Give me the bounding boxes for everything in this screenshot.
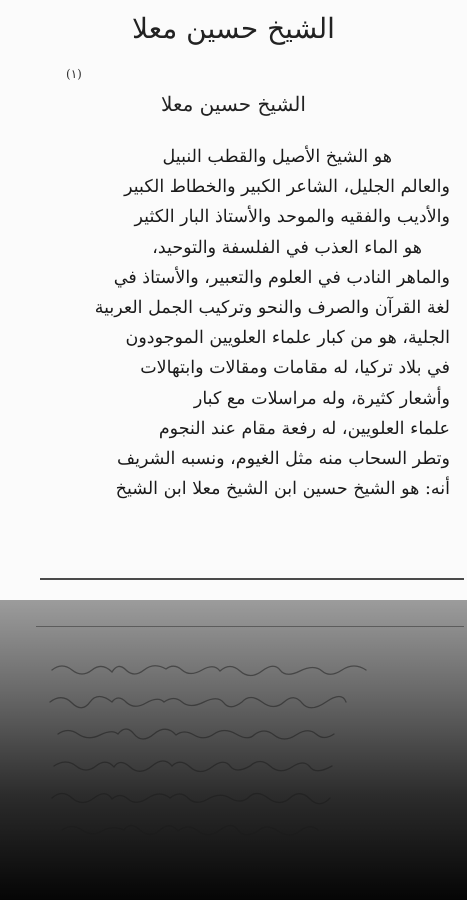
scribble-line [52,794,330,804]
text-line: هو الشيخ الأصيل والقطب النبيل [162,147,392,167]
page-title: الشيخ حسين معلا [132,12,335,45]
scribble-line [52,666,366,676]
scribble-line [62,826,318,836]
text-line: والماهر النادب في العلوم والتعبير، والأستاذ في [113,267,450,288]
scribble-line [54,761,332,772]
section-heading: الشيخ حسين معلا [161,92,306,116]
text-line: وتطر السحاب منه مثل الغيوم، ونسبه الشريف [116,448,450,469]
page-number: (١) [66,67,82,81]
manuscript-body [22,142,450,504]
scribble-line [50,697,346,708]
scribble-line [58,729,334,739]
text-line: والعالم الجليل، الشاعر الكبير والخطاط الكبير [124,177,450,198]
text-line: الجلية، هو من كبار علماء العلويين الموجودون [125,328,450,349]
bleed-through-handwriting [48,656,448,856]
text-line: والأديب والفقيه والموحد والأستاذ البار الكثير [134,207,450,228]
text-line: في بلاد تركيا، له مقامات ومقالات وابتهالات [140,358,450,379]
page-divider-rule [40,578,464,580]
text-line: هو الماء العذب في الفلسفة والتوحيد، [152,237,422,258]
text-line: أنه: هو الشيخ حسين ابن الشيخ معلا ابن الشيخ [115,479,450,500]
text-line: علماء العلويين، له رفعة مقام عند النجوم [158,418,450,439]
next-page-rule [36,626,464,627]
text-line: لغة القرآن والصرف والنحو وتركيب الجمل العربية [94,297,450,318]
text-line: وأشعار كثيرة، وله مراسلات مع كبار [193,388,450,409]
